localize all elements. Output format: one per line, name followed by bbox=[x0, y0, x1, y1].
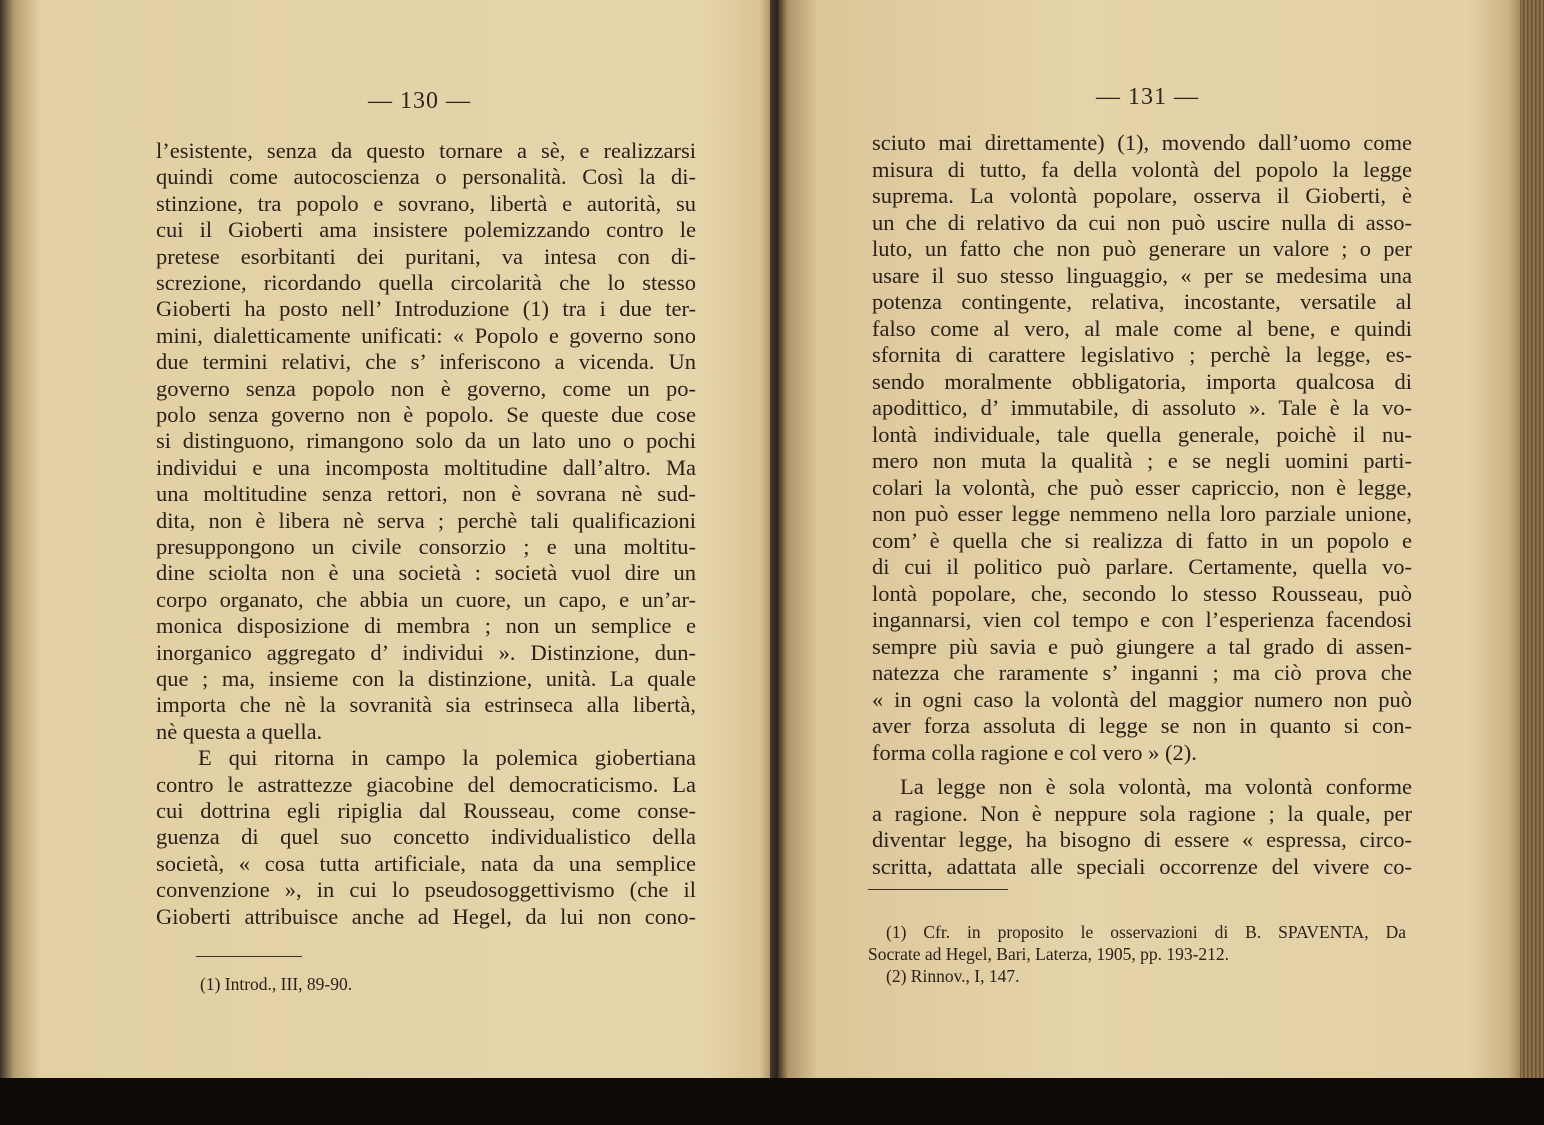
right-text-line-15: non può esser legge nemmeno nella loro parziale unione, bbox=[872, 501, 1412, 526]
left-text-line-26: cui dottrina egli ripiglia dal Rousseau, come conse- bbox=[156, 798, 696, 823]
left-text-line-27: guenza di quel suo concetto individualistico della bbox=[156, 824, 696, 849]
left-text-line-25: contro le astrattezze giacobine del democraticismo. La bbox=[156, 772, 696, 797]
left-text-line-3: stinzione, tra popolo e sovrano, libertà e autorità, su bbox=[156, 191, 696, 216]
left-text-line-9: due termini relativi, che s’ inferiscono a vicenda. Un bbox=[156, 349, 696, 374]
right-text-line-22: « in ogni caso la volontà del maggior numero non può bbox=[872, 687, 1412, 712]
left-text-line-8: mini, dialetticamente unificati: « Popolo e governo sono bbox=[156, 323, 696, 348]
left-text-line-21: que ; ma, insieme con la distinzione, unità. La quale bbox=[156, 666, 696, 691]
right-text-line-7: potenza contingente, relativa, incostante, versatile al bbox=[872, 289, 1412, 314]
left-text-line-13: individui e una incomposta moltitudine dall’altro. Ma bbox=[156, 455, 696, 480]
right-text-line-18: lontà popolare, che, secondo lo stesso Rousseau, può bbox=[872, 581, 1412, 606]
right-footnote-rule bbox=[868, 889, 1008, 890]
left-text-line-20: inorganico aggregato d’ individui ». Distinzione, dun- bbox=[156, 640, 696, 665]
left-text-line-15: dita, non è libera nè serva ; perchè tali qualificazioni bbox=[156, 508, 696, 533]
right-text-line-27: diventar legge, ha bisogno di essere « espressa, circo- bbox=[872, 827, 1412, 852]
left-text-line-2: quindi come autocoscienza o personalità. Così la di- bbox=[156, 164, 696, 189]
right-page bbox=[778, 0, 1530, 1080]
left-text-line-5: pretese esorbitanti dei puritani, va intesa con di- bbox=[156, 244, 696, 269]
right-text-line-3: suprema. La volontà popolare, osserva il Gioberti, è bbox=[872, 183, 1412, 208]
left-text-line-12: si distinguono, rimangono solo da un lato uno o pochi bbox=[156, 428, 696, 453]
left-text-line-24: E qui ritorna in campo la polemica giobertiana bbox=[198, 745, 696, 770]
left-page-number: — 130 — bbox=[368, 88, 471, 114]
right-text-line-16: com’ è quella che si realizza di fatto in un popolo e bbox=[872, 528, 1412, 553]
right-text-line-9: sfornita di carattere legislativo ; perchè la legge, es- bbox=[872, 342, 1412, 367]
right-text-line-12: lontà individuale, tale quella generale, poichè il nu- bbox=[872, 422, 1412, 447]
left-text-line-4: cui il Gioberti ama insistere polemizzando contro le bbox=[156, 217, 696, 242]
left-text-line-7: Gioberti ha posto nell’ Introduzione (1) tra i due ter- bbox=[156, 296, 696, 321]
right-text-line-5: luto, un fatto che non può generare un valore ; o per bbox=[872, 236, 1412, 261]
right-footnote-2: Socrate ad Hegel, Bari, Laterza, 1905, pp. 193-212. bbox=[868, 944, 1230, 964]
right-text-line-2: misura di tutto, fa della volontà del popolo la legge bbox=[872, 157, 1412, 182]
right-text-line-26: a ragione. Non è neppure sola ragione ; la quale, per bbox=[872, 801, 1412, 826]
right-footnote-3: (2) Rinnov., I, 147. bbox=[886, 966, 1020, 986]
left-text-line-16: presuppongono un civile consorzio ; e una moltitu- bbox=[156, 534, 696, 559]
left-text-line-22: importa che nè la sovranità sia estrinseca alla libertà, bbox=[156, 692, 696, 717]
right-text-line-1: sciuto mai direttamente) (1), movendo dall’uomo come bbox=[872, 130, 1412, 155]
page-edge bbox=[1520, 0, 1544, 1100]
left-text-line-14: una moltitudine senza rettori, non è sovrana nè sud- bbox=[156, 481, 696, 506]
left-text-line-6: screzione, ricordando quella circolarità che lo stesso bbox=[156, 270, 696, 295]
right-text-line-6: usare il suo stesso linguaggio, « per se medesima una bbox=[872, 263, 1412, 288]
left-text-line-29: convenzione », in cui lo pseudosoggettivismo (che il bbox=[156, 877, 696, 902]
right-text-line-13: mero non muta la qualità ; e se negli uomini parti- bbox=[872, 448, 1412, 473]
left-text-line-17: dine sciolta non è una società : società vuol dire un bbox=[156, 560, 696, 585]
right-text-line-20: sempre più savia e può giungere a tal grado di assen- bbox=[872, 634, 1412, 659]
left-text-line-19: monica disposizione di membra ; non un semplice e bbox=[156, 613, 696, 638]
left-page bbox=[0, 0, 778, 1080]
left-footnote-1: (1) Introd., III, 89-90. bbox=[200, 974, 353, 994]
right-text-line-10: sendo moralmente obbligatoria, importa qualcosa di bbox=[872, 369, 1412, 394]
right-text-line-24: forma colla ragione e col vero » (2). bbox=[872, 740, 1197, 765]
right-text-line-19: ingannarsi, vien col tempo e con l’esperienza facendosi bbox=[872, 607, 1412, 632]
left-text-line-18: corpo organato, che abbia un cuore, un capo, e un’ar- bbox=[156, 587, 696, 612]
left-text-line-23: nè questa a quella. bbox=[156, 719, 323, 744]
left-text-line-10: governo senza popolo non è governo, come un po- bbox=[156, 376, 696, 401]
right-text-line-4: un che di relativo da cui non può uscire nulla di asso- bbox=[872, 210, 1412, 235]
left-text-line-1: l’esistente, senza da questo tornare a sè, e realizzarsi bbox=[156, 138, 696, 163]
right-text-line-14: colari la volontà, che può esser capriccio, non è legge, bbox=[872, 475, 1412, 500]
right-page-number: — 131 — bbox=[1096, 84, 1199, 110]
right-footnote-1: (1) Cfr. in proposito le osservazioni di B. SPAVENTA, Da bbox=[886, 922, 1406, 942]
right-text-line-17: di cui il politico può parlare. Certamente, quella vo- bbox=[872, 554, 1412, 579]
right-text-line-25: La legge non è sola volontà, ma volontà conforme bbox=[900, 774, 1412, 799]
left-footnote-rule bbox=[196, 956, 302, 957]
right-text-line-11: apodittico, d’ immutabile, di assoluto ». Tale è la vo- bbox=[872, 395, 1412, 420]
scan-bottom-band bbox=[0, 1078, 1544, 1125]
left-text-line-11: polo senza governo non è popolo. Se queste due cose bbox=[156, 402, 696, 427]
left-text-line-30: Gioberti attribuisce anche ad Hegel, da lui non cono- bbox=[156, 904, 696, 929]
right-text-line-23: aver forza assoluta di legge se non in quanto si con- bbox=[872, 713, 1412, 738]
right-text-line-8: falso come al vero, al male come al bene, e quindi bbox=[872, 316, 1412, 341]
right-text-line-28: scritta, adattata alle speciali occorrenze del vivere co- bbox=[872, 854, 1412, 879]
right-text-line-21: natezza che raramente s’ inganni ; ma ciò prova che bbox=[872, 660, 1412, 685]
left-text-line-28: società, « cosa tutta artificiale, nata da una semplice bbox=[156, 851, 696, 876]
